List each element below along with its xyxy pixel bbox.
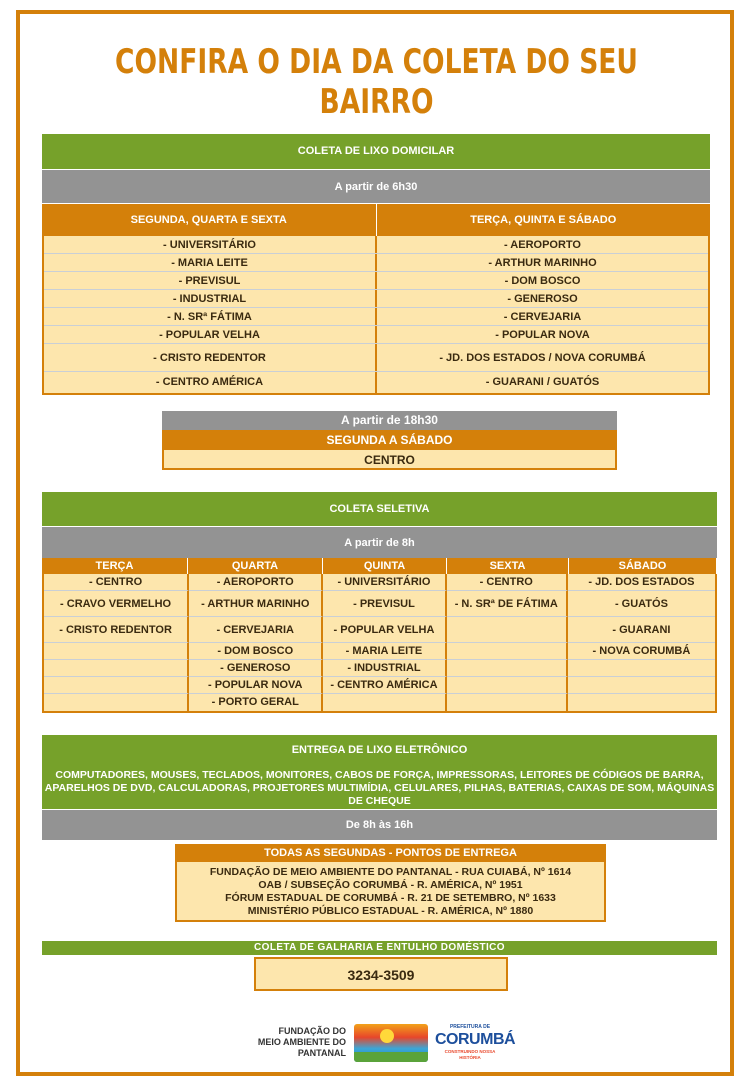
table-cell [568, 660, 715, 677]
seletiva-time: A partir de 8h [42, 526, 717, 558]
table-cell [568, 694, 715, 711]
table-cell [447, 694, 568, 711]
table-cell [568, 677, 715, 694]
table-cell: - NOVA CORUMBÁ [568, 643, 715, 660]
table-row [44, 617, 715, 643]
logo-tagline: CONSTRUINDO NOSSA HISTÓRIA [444, 1049, 496, 1060]
table-cell: - AEROPORTO [189, 574, 323, 591]
galharia-phone: 3234-3509 [254, 957, 508, 991]
table-cell: - POPULAR VELHA [44, 326, 377, 343]
day-header: TERÇA [42, 558, 188, 574]
page-title: CONFIRA O DIA DA COLETA DO SEU BAIRRO [115, 42, 638, 122]
table-cell [447, 660, 568, 677]
table-row [44, 344, 708, 372]
table-cell: - GENEROSO [507, 293, 578, 305]
galharia-title: COLETA DE GALHARIA E ENTULHO DOMÉSTICO [42, 941, 717, 955]
table-cell: - DOM BOSCO [504, 275, 581, 287]
domiciliar-table [42, 236, 710, 395]
table-cell: - GUATÓS [568, 591, 715, 617]
table-cell: - UNIVERSITÁRIO [44, 236, 377, 253]
eletronico-items: COMPUTADORES, MOUSES, TECLADOS, MONITORES, CABOS DE FORÇA, IMPRESSORAS, LEITORES DE CÓDIGOS DE BARRA, APARELHOS DE DVD, CALCULADORAS, PROJETORES MULTIMÍDIA, CELULARES, PILHAS, BATERIAS, CAIXAS DE SOM, MÁQUINAS DE CHEQUE [42, 765, 717, 809]
delivery-point: OAB / SUBSEÇÃO CORUMBÁ - R. AMÉRICA, Nº 1951 [258, 879, 523, 891]
table-cell: - MARIA LEITE [323, 643, 446, 660]
table-row [44, 236, 708, 254]
galharia-section [42, 941, 717, 983]
table-row [44, 290, 708, 308]
table-cell [44, 643, 189, 660]
footer-org-name [246, 1026, 346, 1059]
day-header: QUINTA [323, 558, 447, 574]
table-cell: - POPULAR NOVA [189, 677, 323, 694]
table-cell: - CERVEJARIA [503, 311, 582, 323]
centro-section [162, 411, 617, 470]
table-cell: - ARTHUR MARINHO [189, 591, 323, 617]
table-cell: - POPULAR NOVA [495, 329, 590, 341]
table-cell: - CENTRO AMÉRICA [323, 677, 446, 694]
seletiva-days-row [42, 558, 717, 574]
sun-icon [380, 1029, 394, 1043]
domiciliar-title: COLETA DE LIXO DOMICILAR [42, 134, 710, 169]
table-cell: - CENTRO AMÉRICA [44, 372, 377, 393]
logo-city-name: CORUMBÁ [435, 1031, 516, 1048]
table-cell: - INDUSTRIAL [44, 290, 377, 307]
table-cell [447, 677, 568, 694]
table-cell: - CRISTO REDENTOR [44, 344, 377, 371]
table-cell: - AEROPORTO [503, 239, 581, 251]
day-header: SEXTA [447, 558, 569, 574]
table-cell: - GENEROSO [189, 660, 323, 677]
table-cell: - PREVISUL [44, 272, 377, 289]
seletiva-section [42, 492, 717, 713]
eletronico-title: ENTREGA DE LIXO ELETRÔNICO [42, 735, 717, 765]
day-header: QUARTA [188, 558, 323, 574]
table-cell: - CENTRO [44, 574, 189, 591]
eletronico-time: De 8h às 16h [42, 809, 717, 840]
delivery-points-header: TODAS AS SEGUNDAS - PONTOS DE ENTREGA [175, 844, 606, 862]
table-cell: - GUARANI [568, 617, 715, 643]
centro-area: CENTRO [162, 450, 617, 470]
domiciliar-col2-header: TERÇA, QUINTA E SÁBADO [470, 214, 617, 226]
table-cell [44, 694, 189, 711]
table-cell: - DOM BOSCO [189, 643, 323, 660]
footer-org-line: PANTANAL [297, 1048, 346, 1058]
table-row [44, 660, 715, 677]
table-row [44, 574, 715, 591]
pantanal-logo [354, 1024, 428, 1062]
delivery-point: FUNDAÇÃO DE MEIO AMBIENTE DO PANTANAL - RUA CUIABÁ, Nº 1614 [209, 866, 572, 878]
table-cell: - N. SRª FÁTIMA [44, 308, 377, 325]
table-cell [323, 694, 446, 711]
domiciliar-time: A partir de 6h30 [42, 169, 710, 203]
footer-org-line: FUNDAÇÃO DO [278, 1026, 346, 1036]
table-cell [44, 660, 189, 677]
delivery-points-box [175, 844, 606, 922]
seletiva-title: COLETA SELETIVA [42, 492, 717, 526]
footer [0, 1022, 753, 1064]
table-cell: - POPULAR VELHA [323, 617, 446, 643]
delivery-point: FÓRUM ESTADUAL DE CORUMBÁ - R. 21 DE SETEMBRO, Nº 1633 [225, 892, 556, 904]
table-row [44, 677, 715, 694]
table-cell: - UNIVERSITÁRIO [323, 574, 446, 591]
table-cell: - JD. DOS ESTADOS / NOVA CORUMBÁ [439, 352, 646, 364]
table-cell: - CENTRO [447, 574, 568, 591]
centro-days: SEGUNDA A SÁBADO [162, 430, 617, 450]
domiciliar-section [42, 134, 710, 395]
domiciliar-col1-header: SEGUNDA, QUARTA E SEXTA [42, 204, 377, 236]
centro-time: A partir de 18h30 [162, 411, 617, 430]
footer-org-line: MEIO AMBIENTE DO [257, 1037, 346, 1047]
prefeitura-corumba-logo [435, 1024, 516, 1062]
table-cell [447, 643, 568, 660]
table-cell: - PREVISUL [323, 591, 446, 617]
table-row [44, 308, 708, 326]
table-cell: - MARIA LEITE [44, 254, 377, 271]
table-row [44, 326, 708, 344]
table-row [44, 643, 715, 660]
table-row [44, 372, 708, 393]
table-row [44, 272, 708, 290]
logo-top-text: PREFEITURA DE [449, 1024, 491, 1030]
delivery-point: MINISTÉRIO PÚBLICO ESTADUAL - R. AMÉRICA, Nº 1880 [247, 905, 534, 917]
table-cell: - GUARANI / GUATÓS [485, 376, 600, 388]
land-icon [354, 1052, 428, 1062]
table-cell: - PORTO GERAL [189, 694, 323, 711]
table-cell: - CRAVO VERMELHO [44, 591, 189, 617]
table-cell: - ARTHUR MARINHO [488, 257, 597, 269]
table-cell: - CRISTO REDENTOR [44, 617, 189, 643]
day-header: SÁBADO [569, 558, 717, 574]
table-row [44, 591, 715, 617]
domiciliar-header-row [42, 203, 710, 236]
eletronico-section [42, 735, 717, 917]
table-cell: - CERVEJARIA [189, 617, 323, 643]
table-cell: - JD. DOS ESTADOS [568, 574, 715, 591]
table-cell [44, 677, 189, 694]
seletiva-table [42, 574, 717, 713]
table-row [44, 694, 715, 711]
delivery-points-list [175, 862, 606, 922]
table-cell: - N. SRª DE FÁTIMA [447, 591, 568, 617]
table-row [44, 254, 708, 272]
table-cell: - INDUSTRIAL [323, 660, 446, 677]
table-cell [447, 617, 568, 643]
